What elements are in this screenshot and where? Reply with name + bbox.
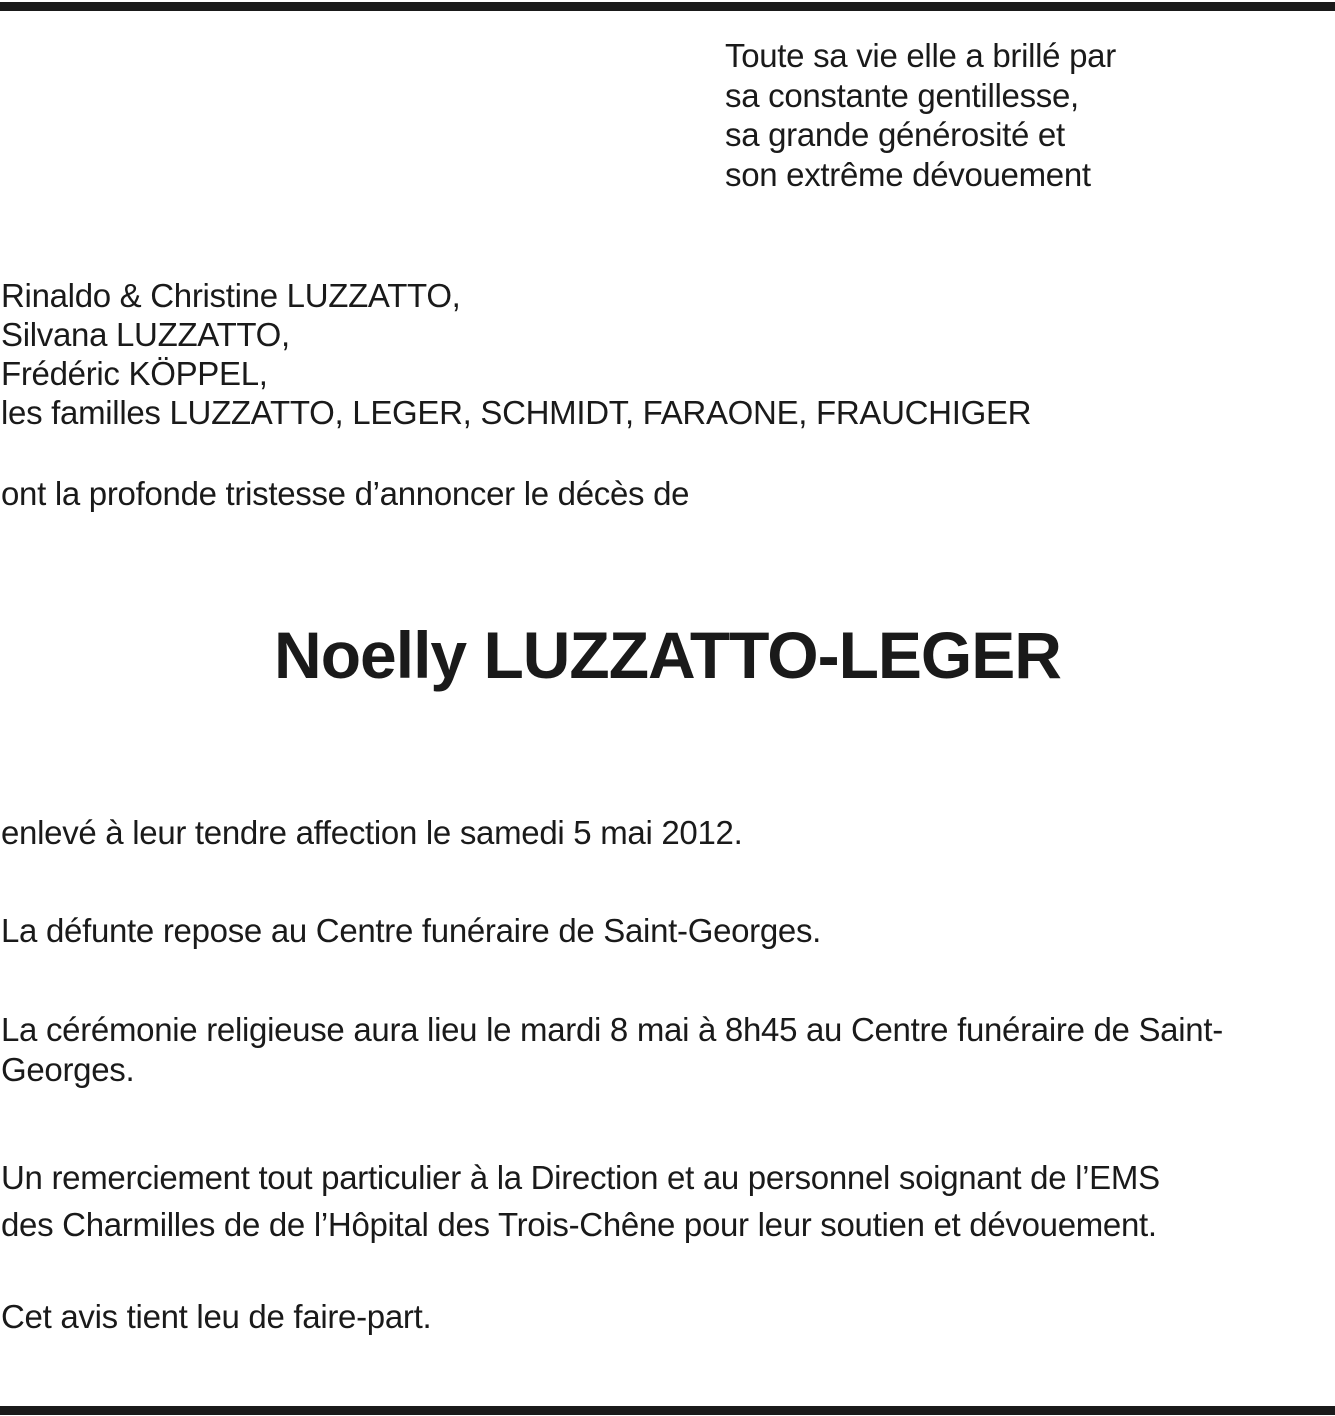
ceremony-line: La cérémonie religieuse aura lieu le mardi 8 mai à 8h45 au Centre funéraire de Saint- <box>1 1011 1223 1048</box>
family-list <box>1 276 1031 432</box>
epigraph-line: Toute sa vie elle a brillé par <box>725 37 1116 74</box>
thanks-line: des Charmilles de de l’Hôpital des Trois-Chêne pour leur soutien et dévouement. <box>1 1206 1157 1243</box>
family-member: Rinaldo & Christine LUZZATTO, <box>1 277 461 314</box>
deceased-name: Noelly LUZZATTO-LEGER <box>274 618 1061 692</box>
family-member: les familles LUZZATTO, LEGER, SCHMIDT, FARAONE, FRAUCHIGER <box>1 394 1032 431</box>
ceremony-line: Georges. <box>1 1051 135 1088</box>
announcement: ont la profonde tristesse d’annoncer le décès de <box>1 475 690 512</box>
death-date-paragraph: enlevé à leur tendre affection le samedi 5 mai 2012. <box>1 814 743 851</box>
top-rule <box>0 2 1335 11</box>
ceremony-paragraph <box>1 1010 1223 1090</box>
notice-paragraph: Cet avis tient leu de faire-part. <box>1 1298 432 1335</box>
epigraph <box>725 36 1116 194</box>
bottom-rule <box>0 1406 1335 1415</box>
thanks-line: Un remerciement tout particulier à la Direction et au personnel soignant de l’EMS <box>1 1159 1160 1196</box>
epigraph-line: sa constante gentillesse, <box>725 76 1079 114</box>
family-member: Frédéric KÖPPEL, <box>1 355 268 392</box>
repose-paragraph: La défunte repose au Centre funéraire de Saint-Georges. <box>1 912 822 949</box>
thanks-paragraph <box>1 1154 1160 1248</box>
epigraph-line: son extrême dévouement <box>725 155 1091 193</box>
epigraph-line: sa grande générosité et <box>725 116 1065 153</box>
family-member: Silvana LUZZATTO, <box>1 316 290 353</box>
